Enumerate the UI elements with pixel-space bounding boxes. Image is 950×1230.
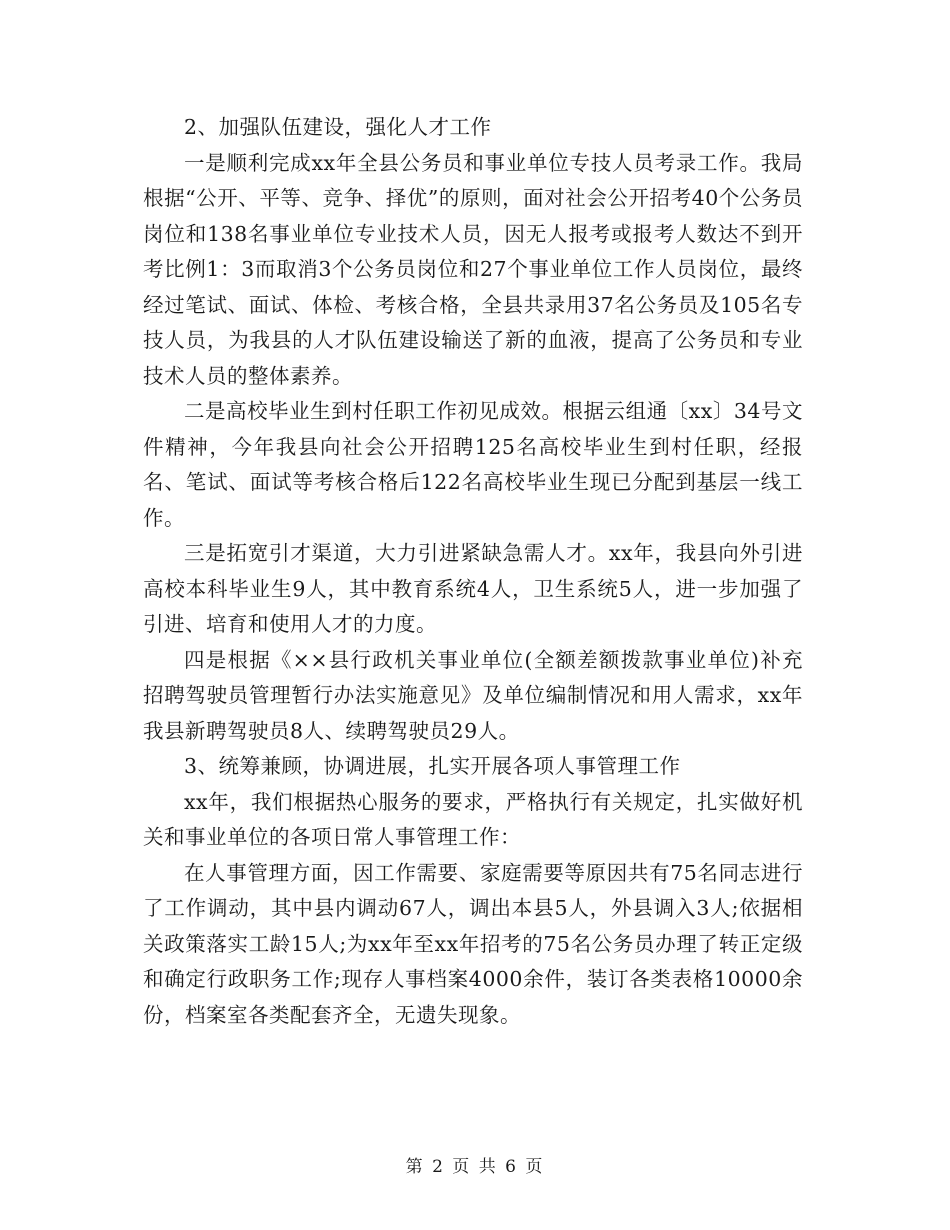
paragraph-talent-introduction: 三是拓宽引才渠道，大力引进紧缺急需人才。xx年，我县向外引进高校本科毕业生9人，其中教育系统4人，卫生系统5人，进一步加强了引进、培育和使用人才的力度。 (143, 541, 803, 636)
document-body (143, 110, 803, 1033)
page-number-label: 第 2 页 共 6 页 (405, 1157, 545, 1177)
paragraph-driver-hiring: 四是根据《××县行政机关事业单位(全额差额拨款事业单位)补充招聘驾驶员管理暂行办法实施意见》及单位编制情况和用人需求，xx年我县新聘驾驶员8人、续聘驾驶员29人。 (143, 647, 803, 743)
section-heading-personnel-management: 3、统筹兼顾，协调进展，扎实开展各项人事管理工作 (184, 754, 681, 778)
paragraph-graduate-village-posts: 二是高校毕业生到村任职工作初见成效。根据云组通〔xx〕34号文件精神，今年我县向社会公开招聘125名高校毕业生到村任职，经报名、笔试、面试等考核合格后122名高校毕业生现已分配到基层一线工作。 (143, 399, 803, 530)
paragraph-daily-management: xx年，我们根据热心服务的要求，严格执行有关规定，扎实做好机关和事业单位的各项日常人事管理工作： (143, 789, 803, 849)
section-heading-team-building: 2、加强队伍建设，强化人才工作 (184, 115, 492, 139)
paragraph-recruitment-exam: 一是顺利完成xx年全县公务员和事业单位专技人员考录工作。我局根据“公开、平等、竞争、择优”的原则，面对社会公开招考40个公务员岗位和138名事业单位专业技术人员，因无人报考或报考人数达不到开考比例1：3而取消3个公务员岗位和27个事业单位工作人员岗位，最终经过笔试、面试、体检、考核合格，全县共录用37名公务员及105名专技人员，为我县的人才队伍建设输送了新的血液，提高了公务员和专业技术人员的整体素养。 (143, 150, 803, 388)
paragraph-personnel-transfers: 在人事管理方面，因工作需要、家庭需要等原因共有75名同志进行了工作调动，其中县内调动67人，调出本县5人，外县调入3人;依据相关政策落实工龄15人;为xx年至xx年招考的75名公务员办理了转正定级和确定行政职务工作;现存人事档案4000余件，装订各类表格10000余份，档案室各类配套齐全，无遗失现象。 (143, 860, 803, 1027)
page-number-footer (0, 1152, 950, 1177)
